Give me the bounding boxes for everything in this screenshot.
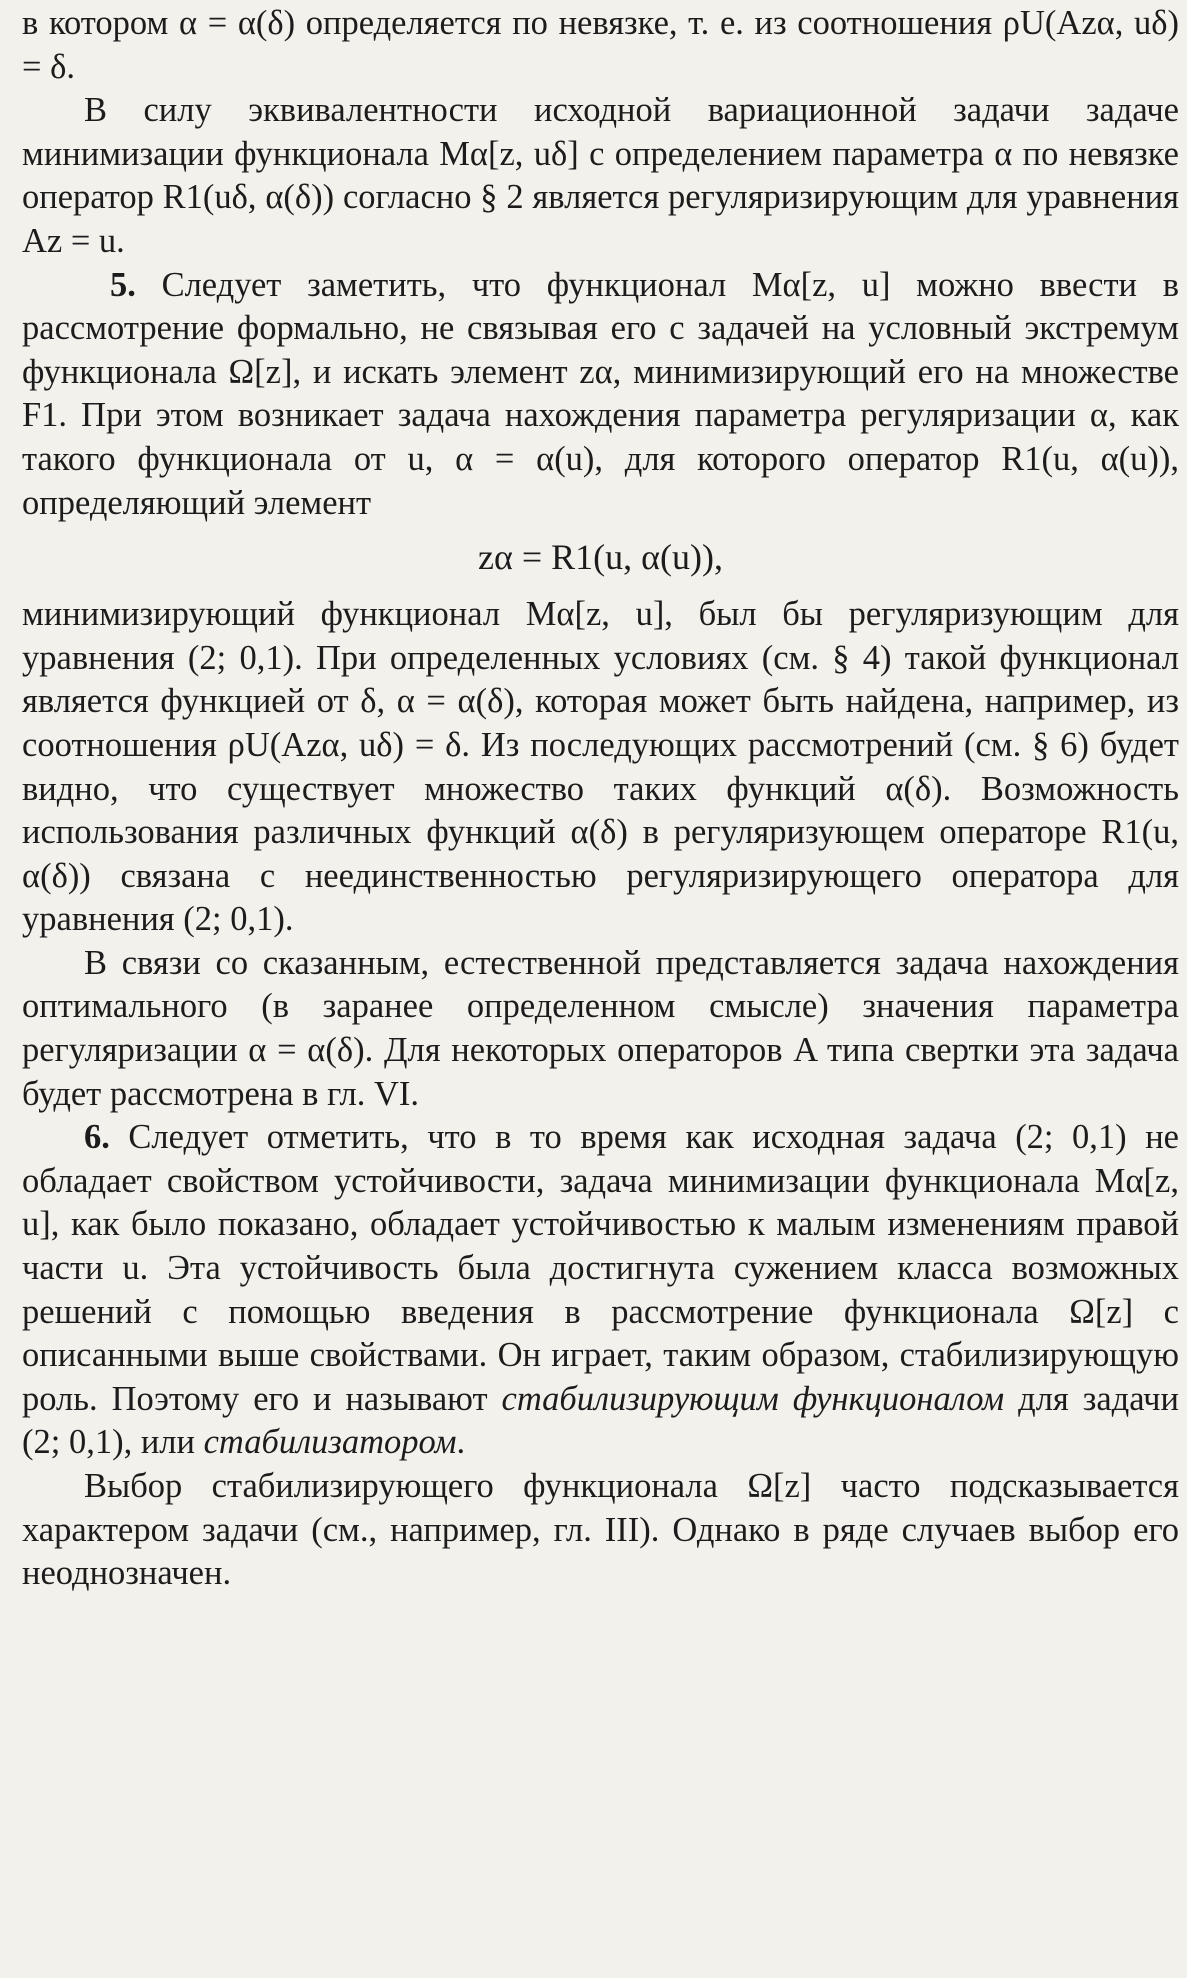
item-6-text-before: Следует отметить, что в то время как исходная задача (2; 0,1) не обладает свойством устойчивости, задача минимизации функционала Mα[z, u], как было показано, обладает устойчивостью к малым изменениям правой части u. Эта устойчивость была достигнута сужением класса возможных решений с помощью введения в рассмотрение функционала Ω[z] с описанными выше свойствами. Он играет, таким образом, стабилизирующую роль. Поэтому его и называют xyxy=(22,1118,1179,1418)
paragraph-stabilizer-choice: Выбор стабилизирующего функционала Ω[z] часто подсказывается характером задачи (см., например, гл. III). Однако в ряде случаев выбор его неоднозначен. xyxy=(22,1467,1179,1593)
paragraph-optimal-parameter: В связи со сказанным, естественной представляется задача нахождения оптимального (в заранее определенном смысле) значения параметра регуляризации α = α(δ). Для некоторых операторов A типа свертки эта задача будет рассмотрена в гл. VI. xyxy=(22,943,1179,1113)
paragraph-item-5 xyxy=(22,264,1179,526)
item-6-text-after: . xyxy=(456,1423,466,1462)
item-number-5: 5. xyxy=(110,265,136,304)
item-6-text-middle: для задачи (2; 0,1), или xyxy=(22,1379,1179,1462)
term-stabilizing-functional: стабилизирующим функционалом xyxy=(501,1379,1005,1418)
paragraph-equivalence: В силу эквивалентности исходной вариационной задачи задаче минимизации функционала Mα[z, uδ] с определением параметра α по невязке оператор R1(uδ, α(δ)) согласно § 2 является регуляризирующим для уравнения Az = u. xyxy=(22,91,1179,260)
page-text xyxy=(22,2,1179,1596)
item-number-6: 6. xyxy=(84,1118,110,1157)
paragraph-continued: в котором α = α(δ) определяется по невязке, т. е. из соотношения ρU(Azα, uδ) = δ. xyxy=(22,4,1179,86)
paragraph-item-6 xyxy=(22,1116,1179,1465)
term-stabilizer: стабилизатором xyxy=(203,1423,457,1462)
paragraph-after-formula: минимизирующий функционал Mα[z, u], был бы регуляризующим для уравнения (2; 0,1). При определенных условиях (см. § 4) такой функционал является функцией от δ, α = α(δ), которая может быть найдена, например, из соотношения ρU(Azα, uδ) = δ. Из последующих рассмотрений (см. § 6) будет видно, что существует множество таких функций α(δ). Возможность использования различных функций α(δ) в регуляризующем операторе R1(u, α(δ)) связана с неединственностью регуляризирующего оператора для уравнения (2; 0,1). xyxy=(22,595,1179,939)
item-5-text: Следует заметить, что функционал Mα[z, u] можно ввести в рассмотрение формально, не связывая его с задачей на условный экстремум функционала Ω[z], и искать элемент zα, минимизирующий его на множестве F1. При этом возникает задача нахождения параметра регуляризации α, как такого функционала от u, α = α(u), для которого оператор R1(u, α(u)), определяющий элемент xyxy=(22,265,1179,522)
formula-z-alpha: zα = R1(u, α(u)), xyxy=(478,537,723,578)
